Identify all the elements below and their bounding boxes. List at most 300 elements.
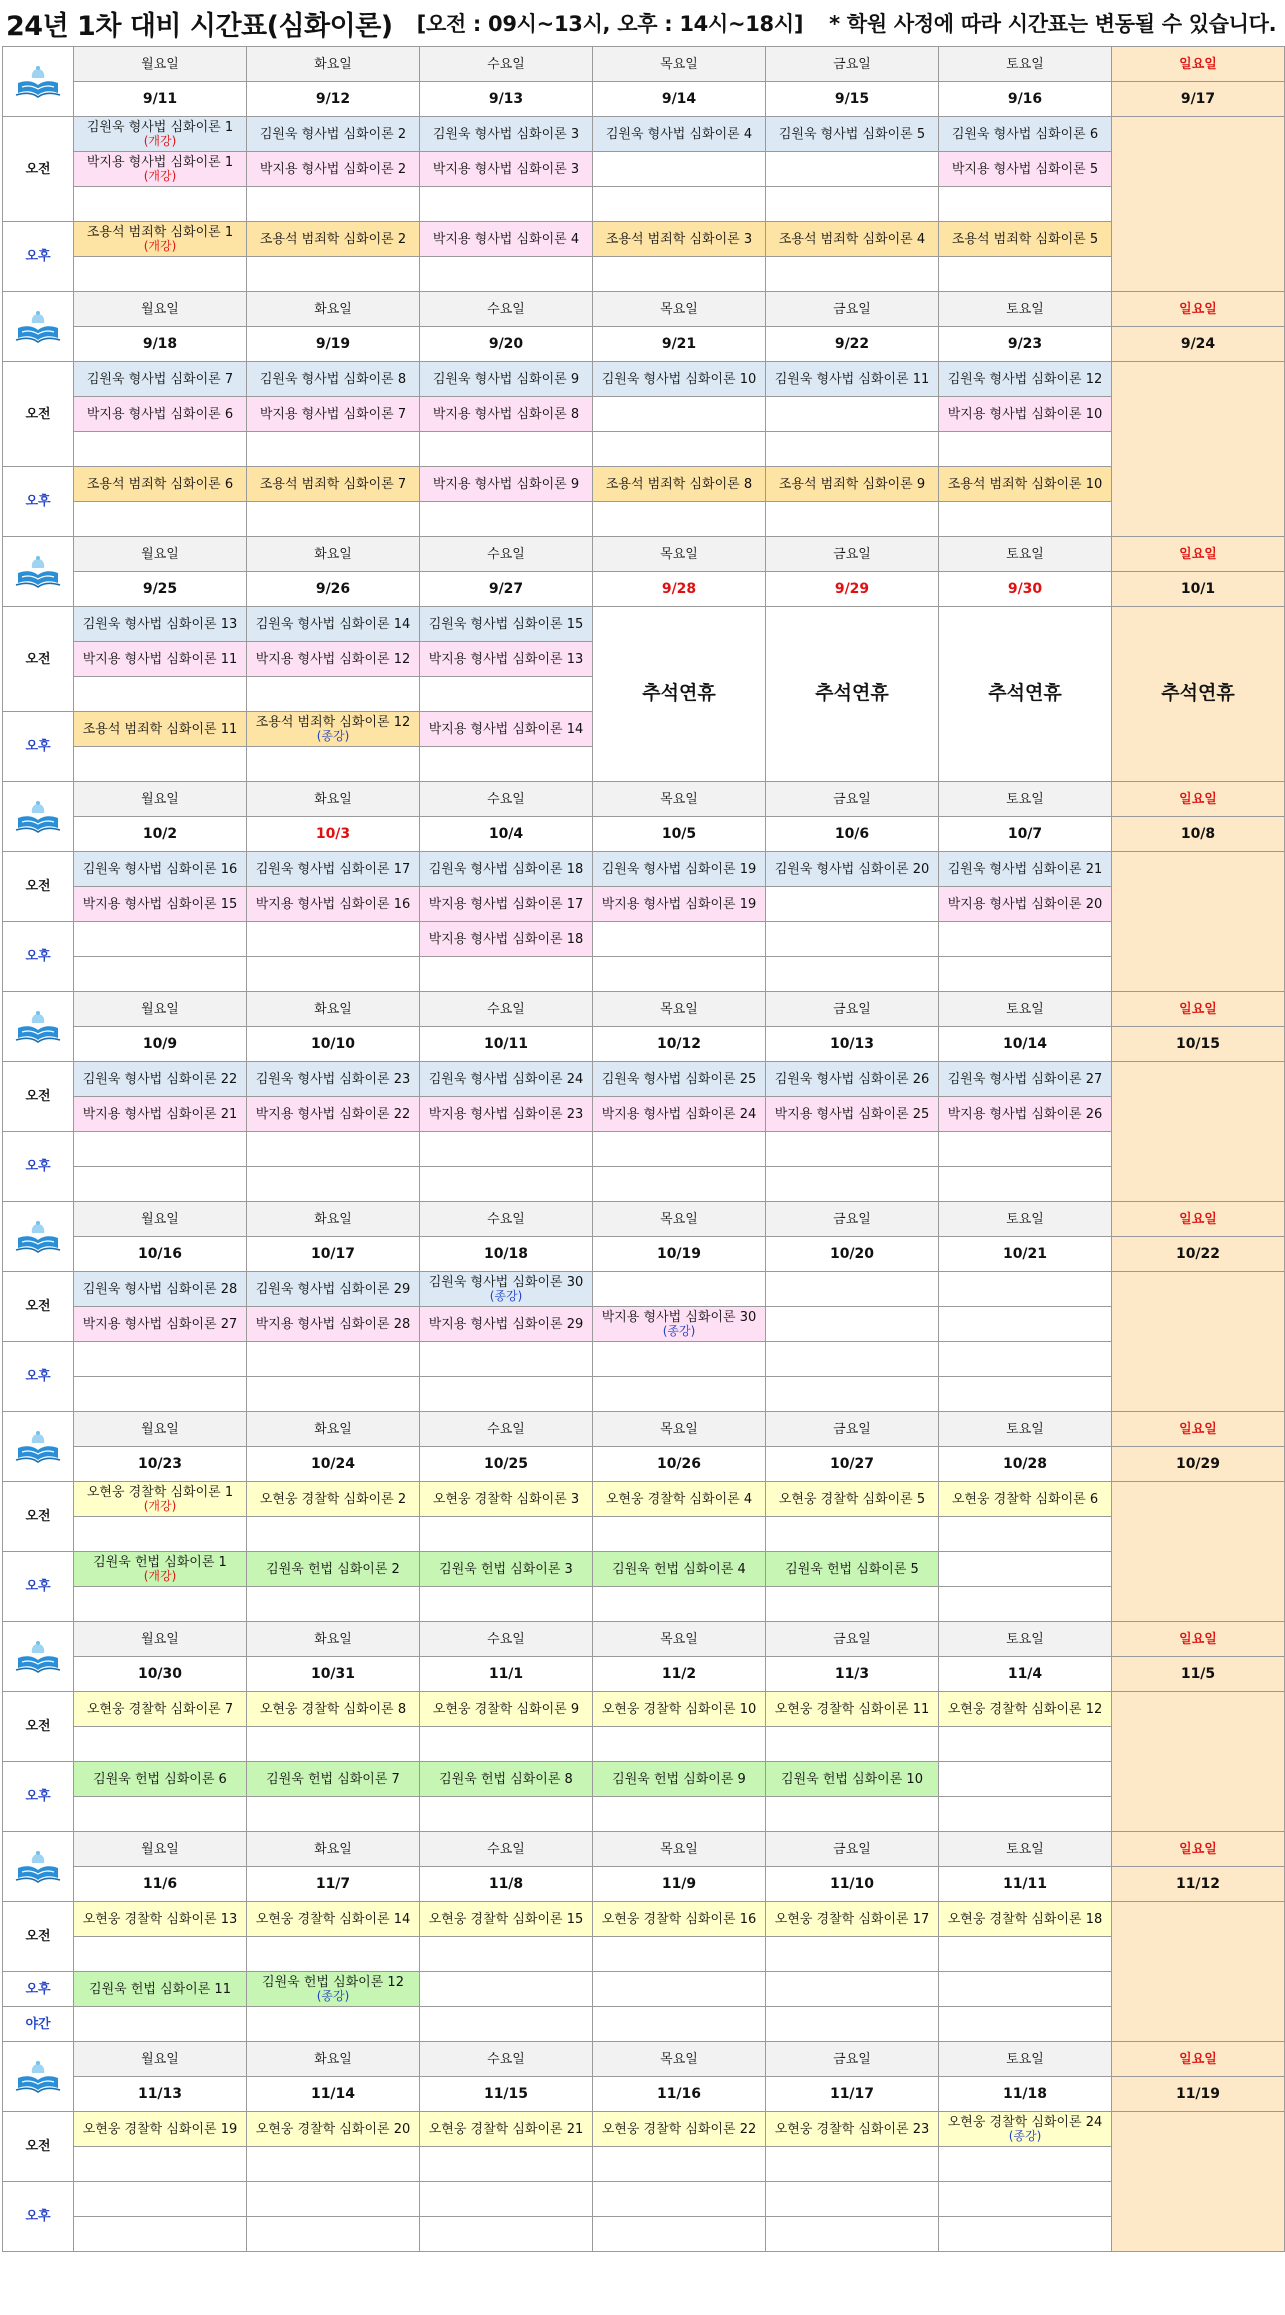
lesson-cell bbox=[420, 467, 593, 502]
lesson-title: 박지용 형사법 심화이론 3 bbox=[432, 161, 580, 177]
lesson-cell bbox=[593, 2112, 766, 2147]
day-header: 금요일 bbox=[766, 1832, 939, 1867]
day-header: 월요일 bbox=[74, 1832, 247, 1867]
lesson-cell bbox=[247, 432, 420, 467]
lesson-cell bbox=[420, 1132, 593, 1167]
lesson-cell bbox=[939, 1482, 1112, 1517]
lesson-cell bbox=[593, 957, 766, 992]
day-header: 목요일 bbox=[593, 992, 766, 1027]
lesson-cell bbox=[766, 467, 939, 502]
sunday-header: 일요일 bbox=[1112, 1412, 1285, 1447]
lesson-cell bbox=[593, 2217, 766, 2252]
lesson-cell bbox=[939, 257, 1112, 292]
lesson-title: 오현웅 경찰학 심화이론 24 bbox=[947, 2115, 1103, 2130]
lesson-cell bbox=[593, 1552, 766, 1587]
date-cell: 10/11 bbox=[420, 1027, 593, 1062]
lesson-cell bbox=[593, 1762, 766, 1797]
lesson-title: 오현웅 경찰학 심화이론 15 bbox=[428, 1911, 584, 1927]
lesson-title: 오현웅 경찰학 심화이론 19 bbox=[82, 2121, 238, 2137]
lesson-title: 김원욱 형사법 심화이론 15 bbox=[428, 616, 584, 632]
lesson-cell bbox=[420, 257, 593, 292]
sunday-header: 일요일 bbox=[1112, 1202, 1285, 1237]
date-cell: 11/18 bbox=[939, 2077, 1112, 2112]
lesson-title: 김원욱 형사법 심화이론 26 bbox=[774, 1071, 930, 1087]
holiday-label: 추석연휴 bbox=[642, 681, 716, 704]
lesson-title: 오현웅 경찰학 심화이론 20 bbox=[255, 2121, 411, 2137]
timetable bbox=[2, 46, 1285, 2252]
day-header: 수요일 bbox=[420, 47, 593, 82]
lesson-title: 김원욱 형사법 심화이론 28 bbox=[82, 1281, 238, 1297]
lesson-title: 김원욱 헌법 심화이론 4 bbox=[612, 1561, 746, 1577]
lesson-title: 조용석 범죄학 심화이론 12 bbox=[255, 715, 411, 730]
lesson-cell bbox=[593, 1167, 766, 1202]
lesson-cell bbox=[74, 957, 247, 992]
lesson-cell bbox=[247, 1902, 420, 1937]
lesson-cell bbox=[766, 432, 939, 467]
day-header: 수요일 bbox=[420, 992, 593, 1027]
lesson-cell bbox=[74, 642, 247, 677]
book-lamp-icon bbox=[3, 992, 74, 1062]
lesson-cell bbox=[939, 1377, 1112, 1412]
day-name-row bbox=[3, 292, 1285, 327]
holiday-cell bbox=[766, 607, 939, 782]
day-name-row bbox=[3, 537, 1285, 572]
lesson-cell bbox=[420, 397, 593, 432]
lesson-title: 조용석 범죄학 심화이론 7 bbox=[259, 476, 407, 492]
lesson-cell bbox=[247, 502, 420, 537]
day-name-row bbox=[3, 1412, 1285, 1447]
date-cell: 10/6 bbox=[766, 817, 939, 852]
day-header: 수요일 bbox=[420, 1202, 593, 1237]
date-row bbox=[3, 1027, 1285, 1062]
date-cell: 11/19 bbox=[1112, 2077, 1285, 2112]
lesson-title: 오현웅 경찰학 심화이론 13 bbox=[82, 1911, 238, 1927]
lesson-cell bbox=[420, 1972, 593, 2007]
book-lamp-icon bbox=[3, 1622, 74, 1692]
am-row bbox=[3, 1097, 1285, 1132]
lesson-title: 박지용 형사법 심화이론 1 bbox=[86, 155, 234, 170]
day-header: 금요일 bbox=[766, 782, 939, 817]
lesson-title: 오현웅 경찰학 심화이론 10 bbox=[601, 1701, 757, 1717]
lesson-cell bbox=[420, 2147, 593, 2182]
pm-row bbox=[3, 257, 1285, 292]
am-label: 오전 bbox=[3, 362, 74, 467]
date-cell: 9/20 bbox=[420, 327, 593, 362]
pm-row bbox=[3, 1762, 1285, 1797]
lesson-cell bbox=[593, 1692, 766, 1727]
lesson-cell bbox=[593, 1797, 766, 1832]
lesson-cell bbox=[939, 397, 1112, 432]
opening-badge: (개강) bbox=[143, 134, 177, 148]
lesson-title: 김원욱 형사법 심화이론 9 bbox=[432, 371, 580, 387]
lesson-title: 오현웅 경찰학 심화이론 11 bbox=[774, 1701, 930, 1717]
book-lamp-icon bbox=[3, 782, 74, 852]
lesson-cell bbox=[74, 257, 247, 292]
lesson-cell bbox=[766, 1342, 939, 1377]
lesson-cell bbox=[939, 2007, 1112, 2042]
lesson-cell bbox=[420, 2112, 593, 2147]
lesson-cell bbox=[247, 222, 420, 257]
sunday-column bbox=[1112, 1482, 1285, 1622]
sunday-column bbox=[1112, 1902, 1285, 2042]
day-name-row bbox=[3, 782, 1285, 817]
lesson-title: 박지용 형사법 심화이론 16 bbox=[255, 896, 411, 912]
lesson-title: 박지용 형사법 심화이론 11 bbox=[82, 651, 238, 667]
lesson-cell bbox=[420, 1307, 593, 1342]
lesson-cell bbox=[939, 222, 1112, 257]
date-cell: 10/7 bbox=[939, 817, 1112, 852]
lesson-title: 김원욱 형사법 심화이론 12 bbox=[947, 371, 1103, 387]
lesson-cell bbox=[247, 1587, 420, 1622]
lesson-cell bbox=[593, 222, 766, 257]
date-cell: 9/17 bbox=[1112, 82, 1285, 117]
sunday-header: 일요일 bbox=[1112, 2042, 1285, 2077]
date-cell: 10/12 bbox=[593, 1027, 766, 1062]
night-label: 야간 bbox=[3, 2007, 74, 2042]
am-row bbox=[3, 1307, 1285, 1342]
lesson-cell bbox=[766, 117, 939, 152]
pm-row bbox=[3, 1377, 1285, 1412]
lesson-title: 김원욱 헌법 심화이론 9 bbox=[612, 1771, 746, 1787]
lesson-cell bbox=[593, 152, 766, 187]
lesson-cell bbox=[74, 922, 247, 957]
lesson-cell bbox=[420, 887, 593, 922]
date-cell: 10/26 bbox=[593, 1447, 766, 1482]
lesson-cell bbox=[766, 1972, 939, 2007]
lesson-cell bbox=[766, 1937, 939, 1972]
date-cell: 9/15 bbox=[766, 82, 939, 117]
lesson-cell bbox=[420, 1377, 593, 1412]
lesson-cell bbox=[593, 257, 766, 292]
lesson-cell bbox=[593, 432, 766, 467]
sunday-header: 일요일 bbox=[1112, 1622, 1285, 1657]
closing-badge: (종강) bbox=[1008, 2129, 1042, 2143]
sunday-column bbox=[1112, 362, 1285, 537]
date-cell: 11/3 bbox=[766, 1657, 939, 1692]
day-header: 화요일 bbox=[247, 992, 420, 1027]
lesson-cell bbox=[593, 1727, 766, 1762]
day-name-row bbox=[3, 2042, 1285, 2077]
lesson-cell bbox=[593, 1902, 766, 1937]
lesson-title: 오현웅 경찰학 심화이론 2 bbox=[259, 1491, 407, 1507]
lesson-cell bbox=[74, 1517, 247, 1552]
pm-label: 오후 bbox=[3, 2182, 74, 2252]
lesson-cell bbox=[247, 2182, 420, 2217]
date-cell: 11/5 bbox=[1112, 1657, 1285, 1692]
date-row bbox=[3, 82, 1285, 117]
lesson-cell bbox=[74, 1937, 247, 1972]
lesson-cell bbox=[766, 502, 939, 537]
lesson-title: 박지용 형사법 심화이론 28 bbox=[255, 1316, 411, 1332]
date-cell: 10/9 bbox=[74, 1027, 247, 1062]
lesson-cell bbox=[74, 2182, 247, 2217]
lesson-cell bbox=[593, 1587, 766, 1622]
lesson-title: 박지용 형사법 심화이론 21 bbox=[82, 1106, 238, 1122]
lesson-cell bbox=[593, 1482, 766, 1517]
date-cell: 10/3 bbox=[247, 817, 420, 852]
lesson-cell bbox=[593, 1307, 766, 1342]
lesson-cell bbox=[74, 677, 247, 712]
day-header: 토요일 bbox=[939, 2042, 1112, 2077]
lesson-title: 박지용 형사법 심화이론 22 bbox=[255, 1106, 411, 1122]
date-cell: 10/1 bbox=[1112, 572, 1285, 607]
lesson-cell bbox=[766, 1902, 939, 1937]
date-cell: 11/1 bbox=[420, 1657, 593, 1692]
lesson-title: 김원욱 헌법 심화이론 1 bbox=[93, 1555, 227, 1570]
lesson-cell bbox=[420, 1552, 593, 1587]
day-header: 월요일 bbox=[74, 47, 247, 82]
lesson-cell bbox=[766, 362, 939, 397]
pm-label: 오후 bbox=[3, 922, 74, 992]
day-header: 목요일 bbox=[593, 292, 766, 327]
date-cell: 10/20 bbox=[766, 1237, 939, 1272]
lesson-cell bbox=[939, 887, 1112, 922]
lesson-title: 박지용 형사법 심화이론 8 bbox=[432, 406, 580, 422]
lesson-cell bbox=[247, 1482, 420, 1517]
lesson-cell bbox=[420, 642, 593, 677]
lesson-title: 오현웅 경찰학 심화이론 9 bbox=[432, 1701, 580, 1717]
lesson-title: 김원욱 형사법 심화이론 27 bbox=[947, 1071, 1103, 1087]
date-cell: 10/13 bbox=[766, 1027, 939, 1062]
lesson-cell bbox=[593, 887, 766, 922]
date-cell: 10/10 bbox=[247, 1027, 420, 1062]
sunday-header: 일요일 bbox=[1112, 782, 1285, 817]
date-cell: 9/14 bbox=[593, 82, 766, 117]
date-cell: 10/4 bbox=[420, 817, 593, 852]
lesson-cell bbox=[420, 677, 593, 712]
lesson-cell bbox=[247, 187, 420, 222]
lesson-cell bbox=[939, 922, 1112, 957]
lesson-cell bbox=[593, 1062, 766, 1097]
lesson-cell bbox=[420, 362, 593, 397]
date-cell: 10/23 bbox=[74, 1447, 247, 1482]
lesson-cell bbox=[247, 1552, 420, 1587]
date-cell: 10/19 bbox=[593, 1237, 766, 1272]
date-row bbox=[3, 1237, 1285, 1272]
lesson-cell bbox=[420, 432, 593, 467]
day-header: 금요일 bbox=[766, 1622, 939, 1657]
sunday-column bbox=[1112, 1272, 1285, 1412]
lesson-cell bbox=[766, 1762, 939, 1797]
lesson-cell bbox=[593, 1937, 766, 1972]
lesson-cell bbox=[247, 1342, 420, 1377]
date-cell: 9/27 bbox=[420, 572, 593, 607]
lesson-title: 김원욱 형사법 심화이론 25 bbox=[601, 1071, 757, 1087]
lesson-cell bbox=[247, 677, 420, 712]
date-cell: 9/22 bbox=[766, 327, 939, 362]
date-cell: 9/16 bbox=[939, 82, 1112, 117]
lesson-cell bbox=[420, 1762, 593, 1797]
date-cell: 10/16 bbox=[74, 1237, 247, 1272]
am-row bbox=[3, 1482, 1285, 1517]
lesson-title: 김원욱 헌법 심화이론 7 bbox=[266, 1771, 400, 1787]
day-header: 금요일 bbox=[766, 1202, 939, 1237]
lesson-cell bbox=[74, 1167, 247, 1202]
day-header: 금요일 bbox=[766, 537, 939, 572]
lesson-title: 김원욱 형사법 심화이론 14 bbox=[255, 616, 411, 632]
day-header: 월요일 bbox=[74, 2042, 247, 2077]
lesson-cell bbox=[766, 1797, 939, 1832]
lesson-cell bbox=[593, 1272, 766, 1307]
lesson-cell bbox=[593, 397, 766, 432]
pm-row bbox=[3, 1587, 1285, 1622]
pm-row bbox=[3, 1132, 1285, 1167]
lesson-cell bbox=[74, 2147, 247, 2182]
lesson-cell bbox=[766, 257, 939, 292]
lesson-cell bbox=[766, 1377, 939, 1412]
lesson-cell bbox=[247, 712, 420, 747]
lesson-title: 오현웅 경찰학 심화이론 7 bbox=[86, 1701, 234, 1717]
lesson-cell bbox=[74, 222, 247, 257]
lesson-cell bbox=[247, 1972, 420, 2007]
day-header: 화요일 bbox=[247, 1412, 420, 1447]
date-cell: 10/2 bbox=[74, 817, 247, 852]
lesson-title: 박지용 형사법 심화이론 26 bbox=[947, 1106, 1103, 1122]
lesson-cell bbox=[593, 1377, 766, 1412]
day-header: 목요일 bbox=[593, 1202, 766, 1237]
day-header: 화요일 bbox=[247, 1832, 420, 1867]
date-cell: 11/11 bbox=[939, 1867, 1112, 1902]
lesson-title: 김원욱 헌법 심화이론 5 bbox=[785, 1561, 919, 1577]
lesson-cell bbox=[420, 1937, 593, 1972]
lesson-cell bbox=[420, 747, 593, 782]
lesson-title: 박지용 형사법 심화이론 18 bbox=[428, 931, 584, 947]
lesson-cell bbox=[593, 1132, 766, 1167]
lesson-title: 박지용 형사법 심화이론 23 bbox=[428, 1106, 584, 1122]
day-header: 토요일 bbox=[939, 1832, 1112, 1867]
lesson-cell bbox=[247, 747, 420, 782]
day-header: 화요일 bbox=[247, 782, 420, 817]
lesson-cell bbox=[247, 117, 420, 152]
lesson-cell bbox=[420, 1097, 593, 1132]
sunday-column bbox=[1112, 852, 1285, 992]
day-header: 월요일 bbox=[74, 1202, 247, 1237]
lesson-title: 김원욱 형사법 심화이론 22 bbox=[82, 1071, 238, 1087]
date-cell: 10/21 bbox=[939, 1237, 1112, 1272]
date-cell: 10/25 bbox=[420, 1447, 593, 1482]
day-header: 화요일 bbox=[247, 292, 420, 327]
lesson-cell bbox=[74, 712, 247, 747]
lesson-cell bbox=[420, 712, 593, 747]
lesson-title: 오현웅 경찰학 심화이론 6 bbox=[951, 1491, 1099, 1507]
lesson-cell bbox=[74, 467, 247, 502]
am-label: 오전 bbox=[3, 852, 74, 922]
lesson-cell bbox=[74, 1587, 247, 1622]
am-row bbox=[3, 152, 1285, 187]
day-header: 목요일 bbox=[593, 47, 766, 82]
am-label: 오전 bbox=[3, 1692, 74, 1762]
lesson-cell bbox=[247, 2147, 420, 2182]
lesson-cell bbox=[247, 1797, 420, 1832]
lesson-title: 조용석 범죄학 심화이론 6 bbox=[86, 476, 234, 492]
pm-label: 오후 bbox=[3, 1132, 74, 1202]
lesson-cell bbox=[420, 1272, 593, 1307]
date-cell: 10/8 bbox=[1112, 817, 1285, 852]
sunday-column bbox=[1112, 1692, 1285, 1832]
opening-badge: (개강) bbox=[143, 1499, 177, 1513]
lesson-cell bbox=[74, 2112, 247, 2147]
day-name-row bbox=[3, 1202, 1285, 1237]
day-name-row bbox=[3, 992, 1285, 1027]
holiday-label: 추석연휴 bbox=[988, 681, 1062, 704]
sunday-header: 일요일 bbox=[1112, 537, 1285, 572]
day-header: 수요일 bbox=[420, 537, 593, 572]
lesson-cell bbox=[74, 1692, 247, 1727]
lesson-title: 김원욱 형사법 심화이론 5 bbox=[778, 126, 926, 142]
lesson-cell bbox=[74, 117, 247, 152]
lesson-cell bbox=[247, 1727, 420, 1762]
book-lamp-icon bbox=[3, 2042, 74, 2112]
sunday-column bbox=[1112, 117, 1285, 292]
am-label: 오전 bbox=[3, 1902, 74, 1972]
day-header: 월요일 bbox=[74, 1412, 247, 1447]
pm-label: 오후 bbox=[3, 1762, 74, 1832]
lesson-cell bbox=[74, 747, 247, 782]
lesson-title: 조용석 범죄학 심화이론 5 bbox=[951, 231, 1099, 247]
lesson-cell bbox=[593, 187, 766, 222]
date-cell: 10/24 bbox=[247, 1447, 420, 1482]
lesson-title: 오현웅 경찰학 심화이론 12 bbox=[947, 1701, 1103, 1717]
lesson-cell bbox=[420, 957, 593, 992]
day-header: 토요일 bbox=[939, 782, 1112, 817]
lesson-cell bbox=[766, 2147, 939, 2182]
lesson-cell bbox=[766, 222, 939, 257]
date-cell: 11/17 bbox=[766, 2077, 939, 2112]
lesson-cell bbox=[247, 1307, 420, 1342]
lesson-cell bbox=[939, 2147, 1112, 2182]
day-header: 금요일 bbox=[766, 1412, 939, 1447]
lesson-cell bbox=[593, 467, 766, 502]
pm-row bbox=[3, 502, 1285, 537]
lesson-cell bbox=[939, 1972, 1112, 2007]
day-header: 목요일 bbox=[593, 1622, 766, 1657]
lesson-cell bbox=[939, 1727, 1112, 1762]
lesson-cell bbox=[593, 502, 766, 537]
lesson-cell bbox=[247, 1762, 420, 1797]
lesson-cell bbox=[766, 2007, 939, 2042]
lesson-cell bbox=[74, 1797, 247, 1832]
lesson-title: 김원욱 형사법 심화이론 19 bbox=[601, 861, 757, 877]
lesson-cell bbox=[593, 1972, 766, 2007]
lesson-cell bbox=[247, 1132, 420, 1167]
sunday-header: 일요일 bbox=[1112, 992, 1285, 1027]
lesson-title: 김원욱 헌법 심화이론 12 bbox=[262, 1975, 404, 1990]
pm-label: 오후 bbox=[3, 712, 74, 782]
lesson-cell bbox=[939, 1762, 1112, 1797]
book-lamp-icon bbox=[3, 537, 74, 607]
lesson-title: 박지용 형사법 심화이론 2 bbox=[259, 161, 407, 177]
date-cell: 10/28 bbox=[939, 1447, 1112, 1482]
lesson-cell bbox=[593, 922, 766, 957]
lesson-title: 김원욱 형사법 심화이론 6 bbox=[951, 126, 1099, 142]
lesson-cell bbox=[74, 1062, 247, 1097]
day-header: 토요일 bbox=[939, 1622, 1112, 1657]
lesson-title: 김원욱 형사법 심화이론 11 bbox=[774, 371, 930, 387]
pm-row bbox=[3, 222, 1285, 257]
pm-label: 오후 bbox=[3, 1972, 74, 2007]
book-lamp-icon bbox=[3, 1412, 74, 1482]
lesson-cell bbox=[74, 1377, 247, 1412]
date-row bbox=[3, 1867, 1285, 1902]
lesson-title: 오현웅 경찰학 심화이론 14 bbox=[255, 1911, 411, 1927]
lesson-cell bbox=[766, 922, 939, 957]
holiday-cell bbox=[593, 607, 766, 782]
sunday-header: 일요일 bbox=[1112, 47, 1285, 82]
lesson-cell bbox=[939, 1342, 1112, 1377]
lesson-title: 조용석 범죄학 심화이론 3 bbox=[605, 231, 753, 247]
day-header: 목요일 bbox=[593, 1412, 766, 1447]
lesson-title: 김원욱 형사법 심화이론 2 bbox=[259, 126, 407, 142]
